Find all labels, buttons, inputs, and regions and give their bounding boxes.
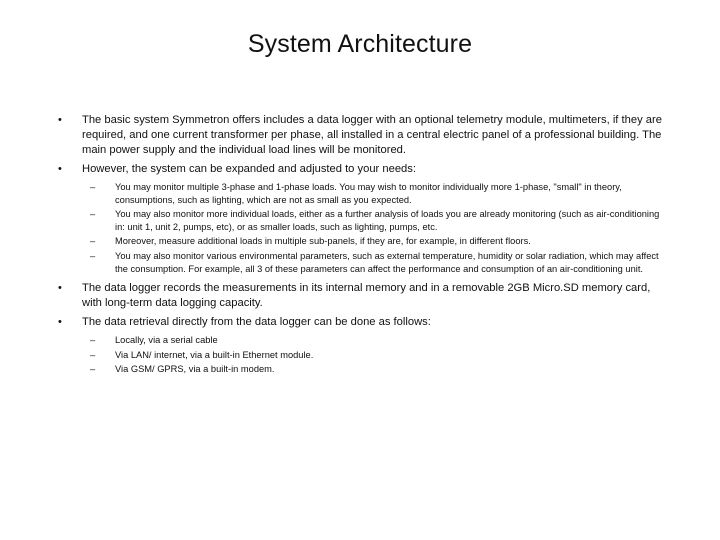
dash-icon: – — [90, 335, 96, 346]
bullet-item-expansion — [58, 162, 668, 275]
sub-item-text: You may also monitor various environmental parameters, such as external temperature, humidity or solar radiation, which may affect the consumption. For example, all 3 of these parameters can affect the performance and consumption of an air-conditioning unit. — [115, 250, 659, 274]
sub-item-serial — [90, 334, 668, 347]
bullet-text: The basic system Symmetron offers includes a data logger with an optional telemetry module, multimeters, if they are required, and one current transformer per phase, all installed in a central electric panel of a professional building. The main power supply and the individual load lines will be monitored. — [82, 114, 662, 156]
sub-item-text: You may monitor multiple 3-phase and 1-phase loads. You may wish to monitor individually more 1-phase, "small" in theory, consumptions, such as lighting, which are not as small as you expected. — [115, 182, 622, 205]
sub-item-text: Via LAN/ internet, via a built-in Ethernet module. — [115, 349, 314, 360]
bullet-text: The data logger records the measurements in its internal memory and in a removable 2GB Micro.SD memory card, with long-term data logging capacity. — [82, 282, 651, 310]
bullet-item-basic-system — [58, 113, 668, 158]
bullet-item-data-retrieval — [58, 315, 668, 376]
sub-item-multiple-loads — [90, 181, 668, 206]
bullet-icon: • — [58, 163, 62, 175]
bullet-list — [58, 113, 668, 376]
bullet-icon: • — [58, 282, 62, 295]
sub-item-gsm — [90, 363, 668, 376]
sub-list-retrieval — [90, 334, 668, 376]
slide-content — [58, 113, 668, 382]
sub-item-text: You may also monitor more individual loads, either as a further analysis of loads you are already monitoring (such as air-conditioning in: unit 1, unit 2, pumps, etc), or as smaller loads, such as lighting, pumps, etc. — [115, 209, 660, 232]
dash-icon: – — [90, 250, 96, 261]
sub-item-sub-panels — [90, 235, 668, 248]
dash-icon: – — [90, 236, 96, 247]
sub-item-lan — [90, 349, 668, 362]
slide-title: System Architecture — [247, 30, 473, 58]
dash-icon: – — [90, 364, 96, 375]
sub-item-text: Locally, via a serial cable — [115, 335, 218, 346]
bullet-text: However, the system can be expanded and adjusted to your needs: — [82, 163, 416, 175]
sub-item-text: Via GSM/ GPRS, via a built-in modem. — [115, 364, 275, 375]
sub-item-environmental — [90, 250, 668, 275]
bullet-icon: • — [58, 316, 62, 329]
dash-icon: – — [90, 182, 96, 192]
sub-item-individual-loads — [90, 208, 668, 233]
bullet-item-data-logger — [58, 281, 668, 311]
sub-list-expansion — [90, 181, 668, 275]
bullet-icon: • — [58, 114, 62, 126]
sub-item-text: Moreover, measure additional loads in multiple sub-panels, if they are, for example, in different floors. — [115, 236, 531, 247]
bullet-text: The data retrieval directly from the data logger can be done as follows: — [82, 316, 431, 329]
dash-icon: – — [90, 209, 96, 220]
dash-icon: – — [90, 349, 96, 360]
